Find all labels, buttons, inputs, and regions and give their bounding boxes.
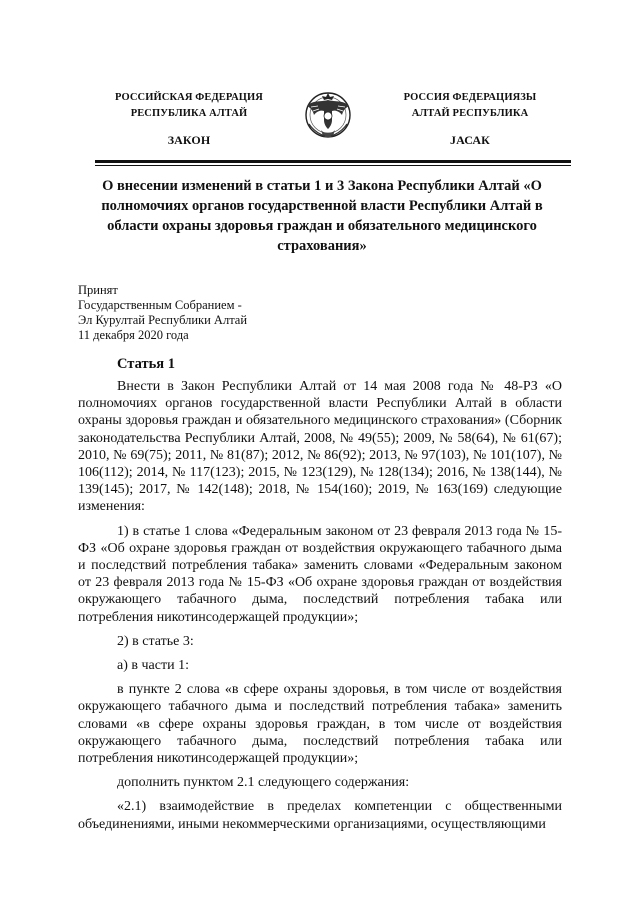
coat-of-arms-icon: [299, 84, 357, 146]
header-right-block: [375, 90, 565, 148]
header-left-kind: ЗАКОН: [167, 133, 211, 147]
article-body: [78, 378, 562, 833]
article-paragraph: Внести в Закон Республики Алтай от 14 мая 2008 года № 48-РЗ «О полномочиях органов государственной власти Республики Алтай в области охраны здоровья граждан и обязательного медицинского страхования» (Сборник законодательства Республики Алтай, 2008, № 49(55); 2009, № 58(64), № 61(67); 2010, № 69(75); 2011, № 81(87); 2012, № 86(92); 2013, № 97(103), № 101(107), № 106(112); 2014, № 117(123); 2015, № 123(129), № 128(134); 2016, № 138(144), № 139(145); 2017, № 142(148); 2018, № 154(160); 2019, № 163(169) следующие изменения:: [78, 379, 562, 515]
adoption-line: Государственным Собранием -: [78, 298, 242, 312]
header-right-country: РОССИЯ ФЕДЕРАЦИЯЗЫ: [403, 92, 537, 103]
article-heading: Статья 1: [117, 356, 175, 372]
header-left-republic: РЕСПУБЛИКА АЛТАЙ: [130, 108, 248, 119]
document-title: О внесении изменений в статьи 1 и 3 Закона Республики Алтай «О полномочиях органов государственной власти Республики Алтай в области охраны здоровья граждан и обязательного медицинского страхования»: [101, 178, 543, 254]
adoption-line: Принят: [78, 283, 118, 297]
article-paragraph: 1) в статье 1 слова «Федеральным законом от 23 февраля 2013 года № 15-ФЗ «Об охране здоровья граждан от воздействия окружающего табачного дыма и последствий потребления табака» заменить словами «Федеральным законом от 23 февраля 2013 года № 15-ФЗ «Об охране здоровья граждан от воздействия окружающего табачного дыма, последствий потребления табака или потребления никотинсодержащей продукции»;: [78, 523, 562, 625]
article-paragraph: «2.1) взаимодействие в пределах компетенции с общественными объединениями, иными некоммерческими организациями, осуществляющими: [78, 799, 562, 832]
header-left-block: [94, 90, 284, 148]
adoption-date: 11 декабря 2020 года: [78, 328, 189, 342]
article-paragraph: 2) в статье 3:: [117, 633, 194, 649]
adoption-block: [78, 283, 247, 343]
header-right-kind: ЈАСАК: [449, 133, 490, 147]
header-left-country: РОССИЙСКАЯ ФЕДЕРАЦИЯ: [115, 92, 263, 103]
header-divider-thin: [95, 165, 571, 166]
article-paragraph: дополнить пунктом 2.1 следующего содержания:: [117, 775, 410, 791]
article-paragraph: а) в части 1:: [117, 658, 189, 674]
adoption-line: Эл Курултай Республики Алтай: [78, 313, 248, 327]
document-header: [78, 84, 573, 160]
header-divider-thick: [95, 160, 571, 163]
header-right-republic: АЛТАЙ РЕСПУБЛИКА: [411, 108, 529, 119]
article-paragraph: в пункте 2 слова «в сфере охраны здоровья, в том числе от воздействия окружающего табачного дыма и последствий потребления табака» заменить словами «в сфере охраны здоровья граждан, в том числе от воздействия окружающего табачного дыма, последствий потребления табака или потребления никотинсодержащей продукции»;: [78, 682, 562, 767]
